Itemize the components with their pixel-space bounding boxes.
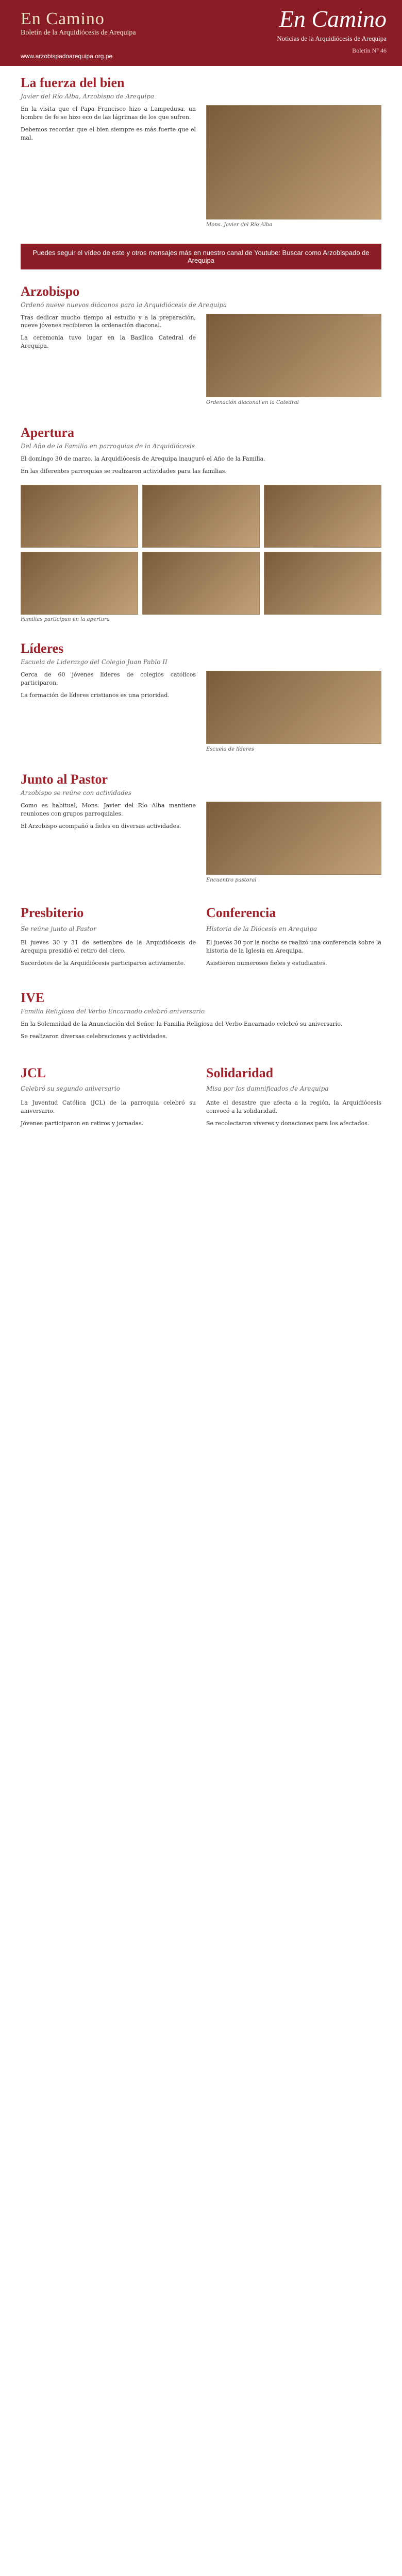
section-subtitle: Ordenó nueve nuevos diáconos para la Arquidiócesis de Arequipa — [21, 301, 227, 309]
section-title: JCL — [21, 1065, 46, 1080]
paragraph: Como es habitual, Mons. Javier del Río Alba mantiene reuniones con grupos parroquiales. — [21, 802, 196, 818]
photo-column — [206, 105, 381, 229]
gallery-photo — [21, 552, 138, 615]
section-title: IVE — [21, 990, 45, 1005]
gallery-photo — [264, 552, 381, 615]
section-subtitle: Escuela de Liderazgo del Colegio Juan Pablo II — [21, 658, 167, 666]
photo-caption: Mons. Javier del Río Alba — [206, 222, 273, 228]
section-title: Junto al Pastor — [21, 772, 108, 787]
ive-section — [0, 981, 402, 1054]
section-arzobispo — [0, 275, 402, 416]
text-column — [21, 671, 196, 754]
paragraph: El Arzobispo acompañó a fieles en diversas actividades. — [21, 823, 181, 830]
section-subtitle: Del Año de la Familia en parroquias de la Arquidiócesis — [21, 443, 195, 450]
paragraph: Jóvenes participaron en retiros y jornadas. — [21, 1120, 144, 1127]
photo-caption: Encuentro pastoral — [206, 877, 257, 884]
gallery-photo — [142, 485, 260, 548]
paragraph: La ceremonia tuvo lugar en la Basílica Catedral de Arequipa. — [21, 334, 196, 350]
photo-caption: Familias participan en la apertura — [21, 616, 110, 622]
section-subtitle: Familia Religiosa del Verbo Encarnado celebró aniversario — [21, 1007, 205, 1015]
section-title: Conferencia — [206, 905, 276, 920]
paragraph: El jueves 30 por la noche se realizó una conferencia sobre la historia de la Iglesia en Arequipa. — [206, 939, 381, 954]
paragraph: Se recolectaron víveres y donaciones para los afectados. — [206, 1120, 370, 1127]
text-column — [21, 105, 196, 229]
section-title: Apertura — [21, 425, 74, 440]
paragraph: La Juventud Católica (JCL) de la parroquia celebró su aniversario. — [21, 1099, 196, 1114]
paragraph: Se realizaron diversas celebraciones y actividades. — [21, 1032, 167, 1040]
text-column — [21, 455, 381, 480]
paragraph: El jueves 30 y 31 de setiembre de la Arquidiócesis de Arequipa presidió el retiro del clero. — [21, 939, 196, 954]
gallery-photo — [264, 485, 381, 548]
text-column — [21, 802, 196, 885]
pastor-photo — [206, 802, 381, 875]
lower-sections — [0, 894, 402, 981]
paragraph: En las diferentes parroquias se realizaron actividades para las familias. — [21, 467, 227, 474]
section-subtitle: Celebró su segundo aniversario — [21, 1085, 120, 1093]
paragraph: En la Solemnidad de la Anunciación del Señor, la Familia Religiosa del Verbo Encarnado celebró su aniversario. — [21, 1020, 343, 1027]
archbishop-photo — [206, 105, 381, 219]
presbiterio-column — [21, 903, 196, 972]
tagline: Boletín de la Arquidiócesis de Arequipa — [21, 29, 136, 37]
section-title: Solidaridad — [206, 1065, 274, 1080]
paragraph: Ante el desastre que afecta a la región, la Arquidiócesis convocó a la solidaridad. — [206, 1099, 381, 1114]
banner-text: Puedes seguir el vídeo de este y otros mensajes más en nuestro canal de Youtube: Buscar como Arzobispado de Arequipa — [32, 248, 370, 264]
ordination-photo — [206, 314, 381, 397]
paragraph: La formación de líderes cristianos es una prioridad. — [21, 691, 170, 699]
header — [0, 0, 402, 66]
section-title: La fuerza del bien — [21, 75, 125, 90]
text-column — [21, 314, 196, 407]
section-lideres — [0, 632, 402, 763]
paragraph: Cerca de 60 jóvenes líderes de colegios católicos participaron. — [21, 671, 196, 686]
section-subtitle: Javier del Río Alba, Arzobispo de Arequipa — [21, 93, 155, 100]
gallery-photo — [142, 552, 260, 615]
section-subtitle: Se reúne junto al Pastor — [21, 925, 96, 933]
section-la-fuerza — [0, 66, 402, 239]
logo-text: En Camino — [21, 9, 105, 28]
masthead-subtitle: Noticias de la Arquidiócesis de Arequipa — [277, 35, 387, 42]
paragraph: Asistieron numerosos fieles y estudiantes. — [206, 959, 327, 967]
section-title: Arzobispo — [21, 283, 80, 299]
paragraph: En la visita que el Papa Francisco hizo a Lampedusa, un hombre de fe se hizo eco de las lágrimas de los que sufren. — [21, 106, 196, 121]
website-link[interactable]: www.arzobispadoarequipa.org.pe — [21, 53, 113, 60]
leaders-photo — [206, 671, 381, 744]
paragraph: Debemos recordar que el bien siempre es más fuerte que el mal. — [21, 126, 196, 141]
logo — [21, 9, 136, 37]
section-junto-pastor — [0, 762, 402, 894]
jcl-column — [21, 1063, 196, 1132]
photo-caption: Escuela de líderes — [206, 746, 254, 752]
photo-column — [206, 314, 381, 407]
section-subtitle: Misa por los damnificados de Arequipa — [206, 1085, 329, 1093]
jcl-solidaridad — [0, 1054, 402, 1141]
paragraph: Sacerdotes de la Arquidiócesis participaron activamente. — [21, 959, 186, 967]
section-apertura — [0, 416, 402, 632]
conferencia-column — [206, 903, 381, 972]
photo-column — [206, 671, 381, 754]
photo-column — [206, 802, 381, 885]
photo-grid — [21, 485, 381, 615]
solidaridad-column — [206, 1063, 381, 1132]
paragraph: El domingo 30 de marzo, la Arquidiócesis de Arequipa inauguró el Año de la Familia. — [21, 455, 265, 462]
gallery-photo — [21, 485, 138, 548]
masthead — [277, 5, 387, 55]
section-title: Presbiterio — [21, 905, 84, 920]
section-subtitle: Arzobispo se reúne con actividades — [21, 789, 132, 797]
paragraph: Tras dedicar mucho tiempo al estudio y a la preparación, nueve jóvenes recibieron la ordenación diaconal. — [21, 314, 196, 329]
issue-number: Boletín N° 46 — [352, 47, 387, 54]
text-column — [21, 1020, 381, 1041]
section-title: Líderes — [21, 640, 64, 656]
masthead-title: En Camino — [279, 6, 387, 32]
youtube-banner[interactable] — [21, 244, 381, 269]
photo-caption: Ordenación diaconal en la Catedral — [206, 399, 299, 405]
section-subtitle: Historia de la Diócesis en Arequipa — [206, 925, 317, 933]
